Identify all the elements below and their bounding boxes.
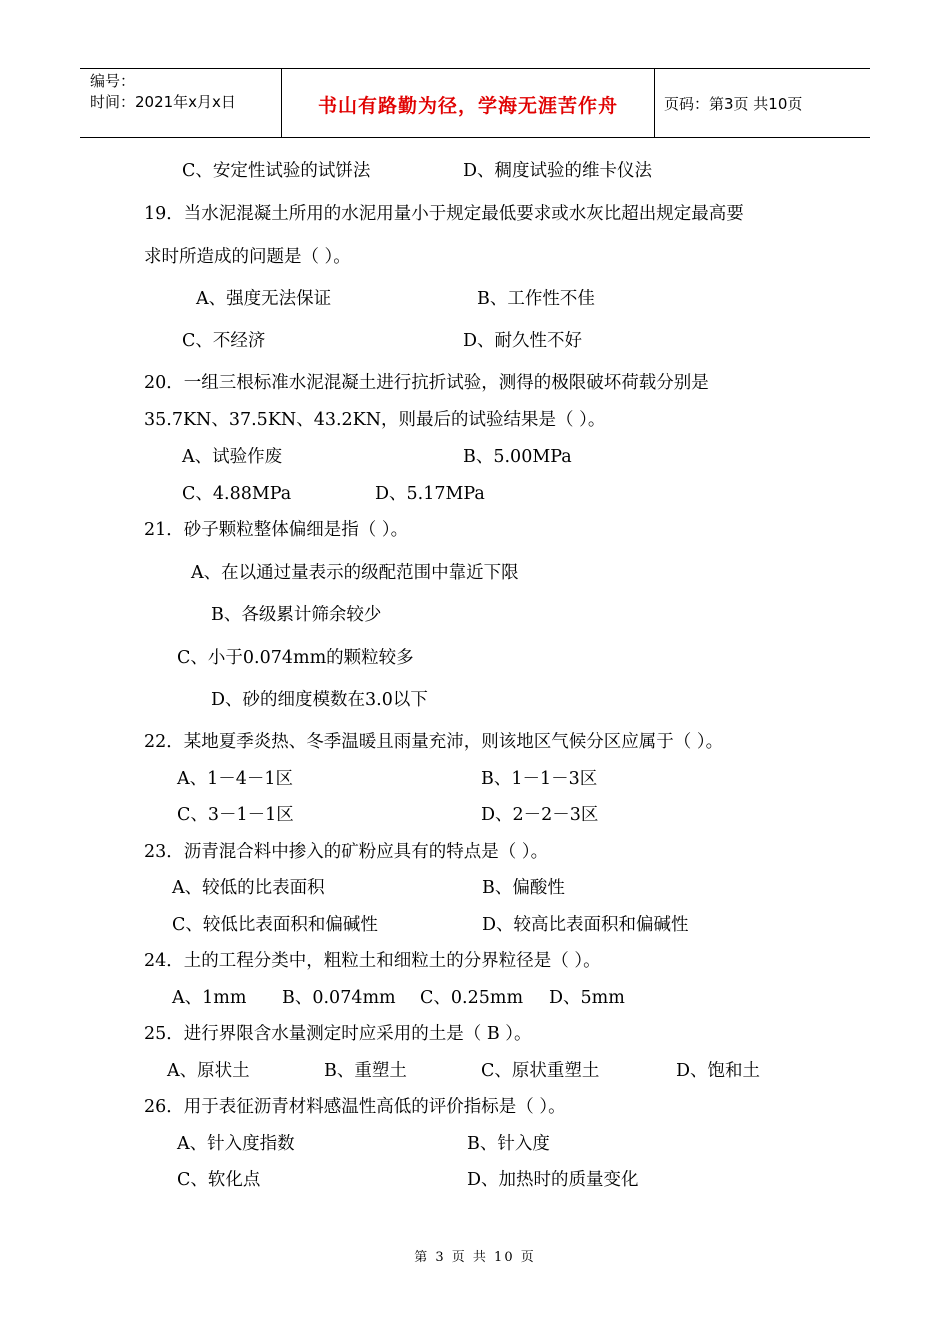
option-line: B、各级累计筛余较少 xyxy=(211,605,382,625)
option-line: D、砂的细度模数在3.0以下 xyxy=(211,690,428,710)
option-line: B、0.074mm xyxy=(282,988,396,1008)
option-line: D、加热时的质量变化 xyxy=(467,1170,639,1190)
option-line: B、偏酸性 xyxy=(482,878,565,898)
question-line: 22．某地夏季炎热、冬季温暖且雨量充沛，则该地区气候分区应属于（ ）。 xyxy=(144,732,724,752)
option-line: B、工作性不佳 xyxy=(477,289,595,309)
header-motto: 书山有路勤为径，学海无涯苦作舟 xyxy=(317,95,618,117)
option-line: A、1mm xyxy=(172,988,247,1008)
option-line: C、较低比表面积和偏碱性 xyxy=(172,915,378,935)
option-line: B、5.00MPa xyxy=(463,447,572,467)
option-line: C、原状重塑土 xyxy=(481,1061,600,1081)
option-line: C、软化点 xyxy=(177,1170,261,1190)
option-line: C、3－1－1区 xyxy=(177,805,294,825)
option-line: A、1－4－1区 xyxy=(177,769,294,789)
question-line: 20．一组三根标准水泥混凝土进行抗折试验，测得的极限破坏荷载分别是 xyxy=(144,373,709,393)
option-line: C、4.88MPa xyxy=(182,484,292,504)
option-line: D、饱和土 xyxy=(676,1061,761,1081)
option-line: A、原状土 xyxy=(167,1061,250,1081)
question-line: 23．沥青混合料中掺入的矿粉应具有的特点是（ ）。 xyxy=(144,842,549,862)
option-line: B、针入度 xyxy=(467,1134,550,1154)
question-line: 35.7KN、37.5KN、43.2KN，则最后的试验结果是（ ）。 xyxy=(144,410,606,430)
option-line: A、在以通过量表示的级配范围中靠近下限 xyxy=(191,563,519,583)
question-line: 21．砂子颗粒整体偏细是指（ ）。 xyxy=(144,520,409,540)
page-header xyxy=(80,68,870,138)
option-line: C、安定性试验的试饼法 xyxy=(182,161,371,181)
date-label: 时间：2021年x月x日 xyxy=(90,93,236,111)
option-line: D、较高比表面积和偏碱性 xyxy=(482,915,689,935)
option-line: D、2－2－3区 xyxy=(481,805,599,825)
question-line: 24．土的工程分类中，粗粒土和细粒土的分界粒径是（ ）。 xyxy=(144,951,601,971)
header-divider xyxy=(654,69,655,137)
option-line: D、稠度试验的维卡仪法 xyxy=(463,161,653,181)
option-line: A、较低的比表面积 xyxy=(172,878,325,898)
option-line: A、强度无法保证 xyxy=(196,289,332,309)
option-line: C、0.25mm xyxy=(420,988,524,1008)
option-line: A、针入度指数 xyxy=(177,1134,295,1154)
code-label: 编号： xyxy=(90,72,136,90)
option-line: B、重塑土 xyxy=(324,1061,407,1081)
option-line: B、1－1－3区 xyxy=(481,769,598,789)
question-line: 26．用于表征沥青材料感温性高低的评价指标是（ ）。 xyxy=(144,1097,566,1117)
option-line: D、耐久性不好 xyxy=(463,331,583,351)
header-meta xyxy=(90,71,236,113)
option-line: C、小于0.074mm的颗粒较多 xyxy=(177,648,414,668)
option-line: D、5.17MPa xyxy=(375,484,485,504)
option-line: C、不经济 xyxy=(182,331,266,351)
option-line: A、试验作废 xyxy=(182,447,283,467)
question-line: 求时所造成的问题是（ ）。 xyxy=(144,247,351,267)
page-footer: 第 3 页 共 10 页 xyxy=(414,1250,536,1265)
question-line: 25．进行界限含水量测定时应采用的土是（ B ）。 xyxy=(144,1024,532,1044)
question-line: 19．当水泥混凝土所用的水泥用量小于规定最低要求或水灰比超出规定最高要 xyxy=(144,204,744,224)
option-line: D、5mm xyxy=(549,988,625,1008)
header-page-info: 页码：第3页 共10页 xyxy=(664,95,803,113)
